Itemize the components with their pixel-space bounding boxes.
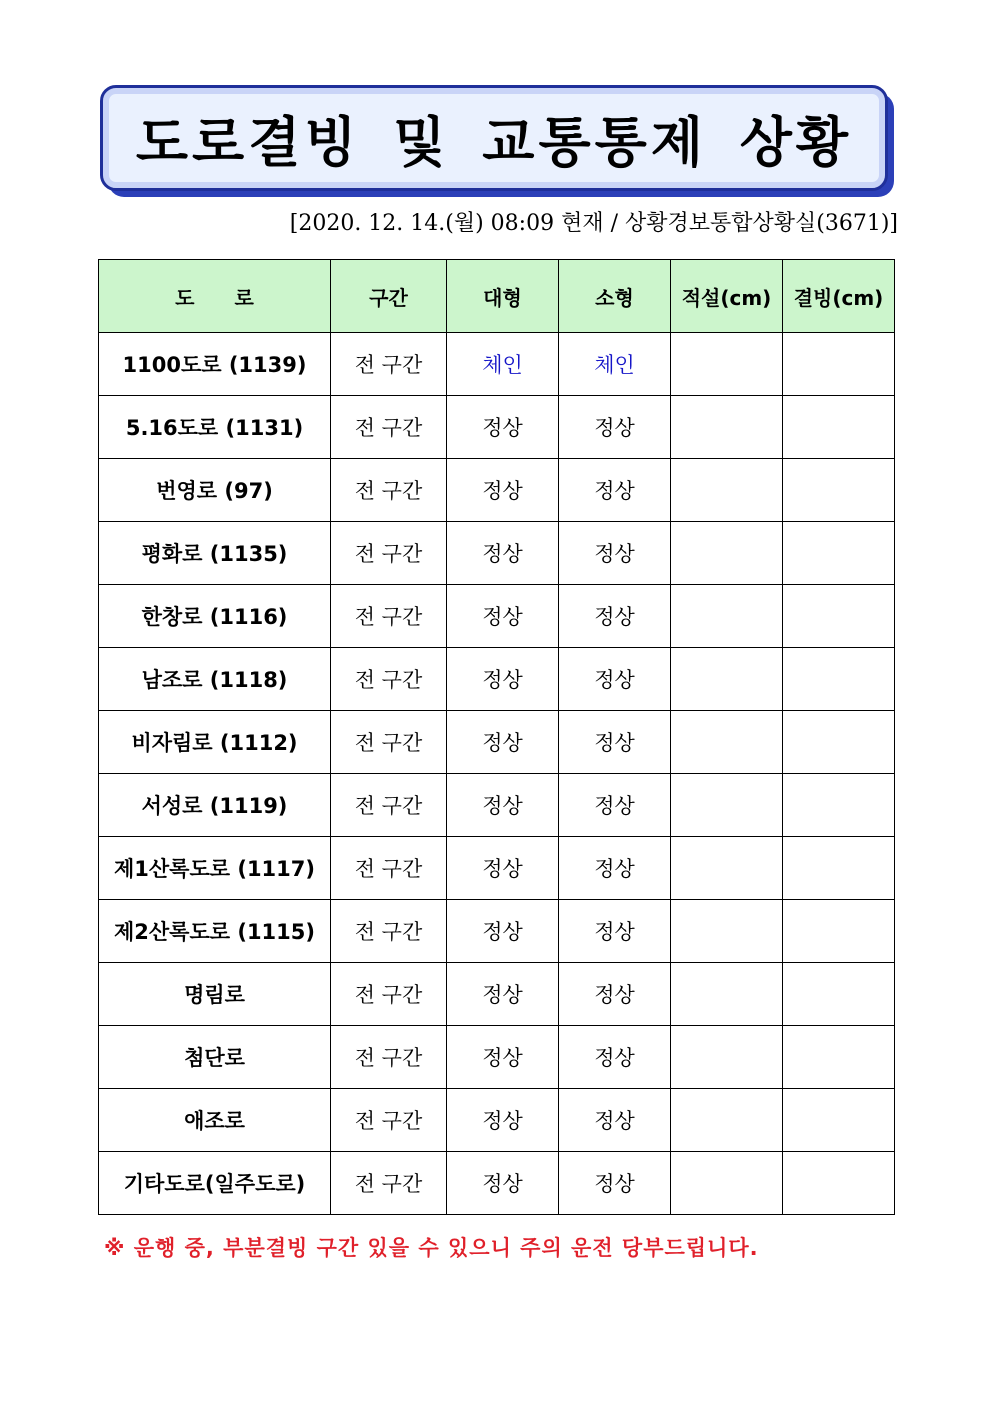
table-row [99, 963, 895, 1026]
cell-large-vehicle-status: 정상 [447, 522, 559, 585]
table-row [99, 648, 895, 711]
cell-icing [783, 963, 895, 1026]
cell-small-vehicle-status: 정상 [559, 585, 671, 648]
table-row [99, 522, 895, 585]
table-header-row [99, 260, 895, 333]
cell-section: 전 구간 [331, 333, 447, 396]
table-row [99, 711, 895, 774]
cell-section: 전 구간 [331, 585, 447, 648]
cell-section: 전 구간 [331, 648, 447, 711]
cell-small-vehicle-status: 정상 [559, 396, 671, 459]
cell-road-name: 5.16도로 (1131) [99, 396, 331, 459]
table-row [99, 459, 895, 522]
cell-road-name: 번영로 (97) [99, 459, 331, 522]
cell-large-vehicle-status: 정상 [447, 900, 559, 963]
cell-large-vehicle-status: 체인 [447, 333, 559, 396]
cell-large-vehicle-status: 정상 [447, 711, 559, 774]
cell-road-name: 첨단로 [99, 1026, 331, 1089]
cell-road-name: 기타도로(일주도로) [99, 1152, 331, 1215]
caution-note: ※ 운행 중, 부분결빙 구간 있을 수 있으니 주의 운전 당부드립니다. [104, 1236, 759, 1260]
cell-large-vehicle-status: 정상 [447, 585, 559, 648]
cell-section: 전 구간 [331, 396, 447, 459]
cell-snowfall [671, 1152, 783, 1215]
cell-large-vehicle-status: 정상 [447, 1152, 559, 1215]
table-row [99, 585, 895, 648]
table-row [99, 1026, 895, 1089]
cell-road-name: 평화로 (1135) [99, 522, 331, 585]
header-small-vehicle: 소형 [559, 260, 671, 333]
header-icing: 결빙(cm) [783, 260, 895, 333]
cell-large-vehicle-status: 정상 [447, 1026, 559, 1089]
cell-snowfall [671, 1089, 783, 1152]
cell-large-vehicle-status: 정상 [447, 963, 559, 1026]
cell-icing [783, 837, 895, 900]
cell-road-name: 서성로 (1119) [99, 774, 331, 837]
cell-small-vehicle-status: 정상 [559, 837, 671, 900]
cell-road-name: 1100도로 (1139) [99, 333, 331, 396]
header-large-vehicle: 대형 [447, 260, 559, 333]
cell-snowfall [671, 837, 783, 900]
cell-snowfall [671, 585, 783, 648]
cell-large-vehicle-status: 정상 [447, 837, 559, 900]
cell-icing [783, 774, 895, 837]
header-section: 구간 [331, 260, 447, 333]
cell-snowfall [671, 459, 783, 522]
status-timestamp: [2020. 12. 14.(월) 08:09 현재 / 상황경보통합상황실(3671)] [289, 211, 898, 236]
cell-snowfall [671, 900, 783, 963]
cell-section: 전 구간 [331, 711, 447, 774]
cell-large-vehicle-status: 정상 [447, 1089, 559, 1152]
cell-section: 전 구간 [331, 900, 447, 963]
cell-section: 전 구간 [331, 522, 447, 585]
table-row [99, 396, 895, 459]
title-box [100, 85, 888, 191]
cell-small-vehicle-status: 정상 [559, 648, 671, 711]
cell-icing [783, 396, 895, 459]
cell-section: 전 구간 [331, 963, 447, 1026]
cell-section: 전 구간 [331, 1089, 447, 1152]
table-row [99, 837, 895, 900]
cell-large-vehicle-status: 정상 [447, 774, 559, 837]
cell-icing [783, 648, 895, 711]
cell-icing [783, 900, 895, 963]
table-row [99, 1089, 895, 1152]
cell-snowfall [671, 963, 783, 1026]
cell-snowfall [671, 396, 783, 459]
cell-road-name: 제2산록도로 (1115) [99, 900, 331, 963]
cell-snowfall [671, 711, 783, 774]
cell-small-vehicle-status: 정상 [559, 459, 671, 522]
cell-section: 전 구간 [331, 1026, 447, 1089]
cell-section: 전 구간 [331, 837, 447, 900]
cell-small-vehicle-status: 정상 [559, 774, 671, 837]
table-row [99, 774, 895, 837]
table-row [99, 1152, 895, 1215]
header-road: 도 로 [99, 260, 331, 333]
cell-icing [783, 1089, 895, 1152]
cell-icing [783, 522, 895, 585]
cell-icing [783, 333, 895, 396]
cell-snowfall [671, 774, 783, 837]
cell-snowfall [671, 648, 783, 711]
page-title: 도로결빙 및 교통통제 상황 [135, 110, 853, 174]
cell-small-vehicle-status: 정상 [559, 1026, 671, 1089]
cell-snowfall [671, 333, 783, 396]
cell-road-name: 한창로 (1116) [99, 585, 331, 648]
cell-small-vehicle-status: 정상 [559, 963, 671, 1026]
cell-section: 전 구간 [331, 459, 447, 522]
cell-snowfall [671, 522, 783, 585]
table-row [99, 900, 895, 963]
cell-small-vehicle-status: 정상 [559, 1152, 671, 1215]
cell-large-vehicle-status: 정상 [447, 648, 559, 711]
cell-small-vehicle-status: 정상 [559, 1089, 671, 1152]
table-body [99, 333, 895, 1215]
cell-section: 전 구간 [331, 774, 447, 837]
cell-large-vehicle-status: 정상 [447, 396, 559, 459]
cell-section: 전 구간 [331, 1152, 447, 1215]
cell-road-name: 제1산록도로 (1117) [99, 837, 331, 900]
cell-small-vehicle-status: 정상 [559, 522, 671, 585]
header-snowfall: 적설(cm) [671, 260, 783, 333]
cell-small-vehicle-status: 정상 [559, 900, 671, 963]
cell-icing [783, 1152, 895, 1215]
cell-small-vehicle-status: 체인 [559, 333, 671, 396]
cell-large-vehicle-status: 정상 [447, 459, 559, 522]
road-status-table [98, 259, 895, 1215]
cell-road-name: 명림로 [99, 963, 331, 1026]
cell-snowfall [671, 1026, 783, 1089]
cell-icing [783, 459, 895, 522]
cell-small-vehicle-status: 정상 [559, 711, 671, 774]
cell-road-name: 비자림로 (1112) [99, 711, 331, 774]
cell-icing [783, 1026, 895, 1089]
cell-road-name: 남조로 (1118) [99, 648, 331, 711]
cell-icing [783, 711, 895, 774]
table-row [99, 333, 895, 396]
cell-road-name: 애조로 [99, 1089, 331, 1152]
cell-icing [783, 585, 895, 648]
